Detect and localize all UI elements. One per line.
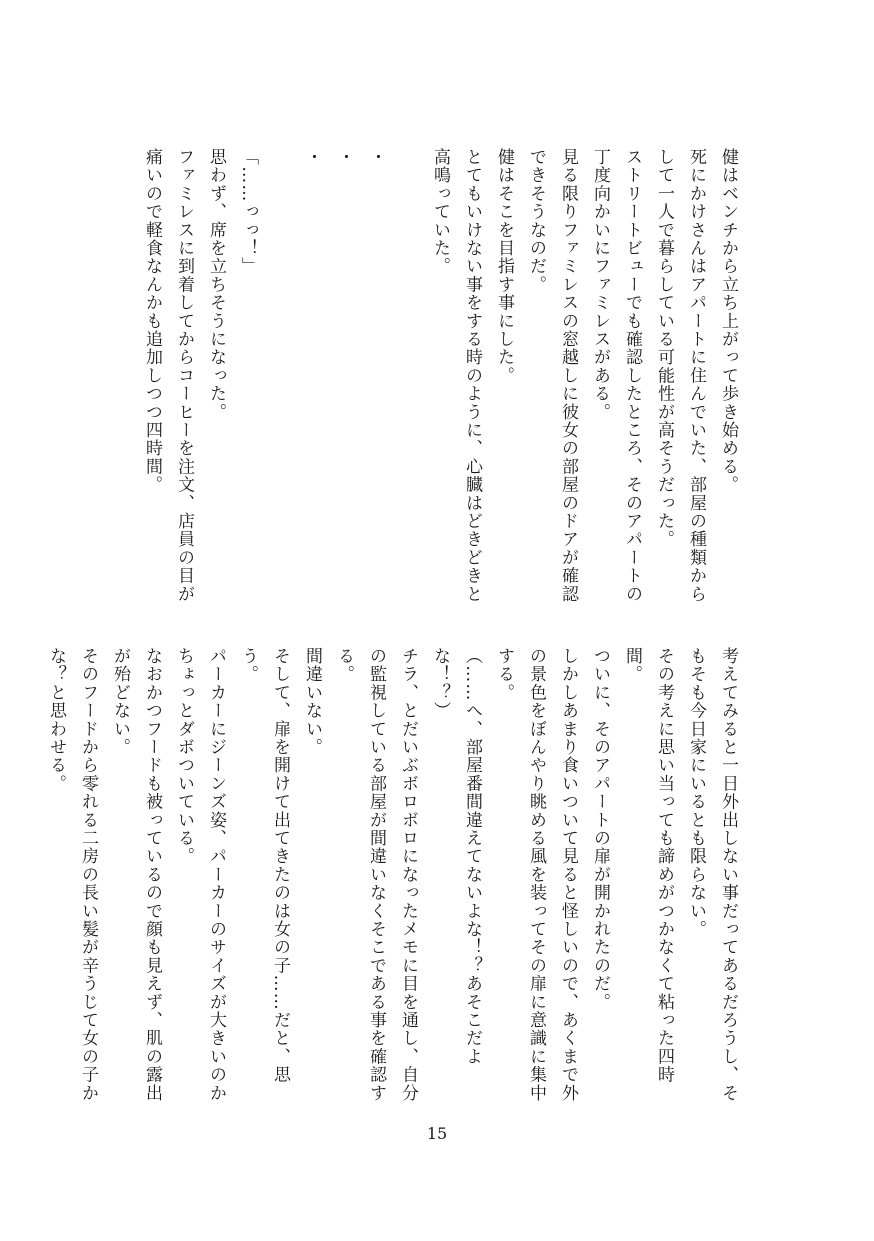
text-line: ちょっとダボついている。 — [174, 647, 194, 866]
text-line: の監視している部屋が間違いなくそこである事を確認す — [366, 647, 386, 1102]
text-line: して一人で暮らしている可能性が高そうだった。 — [654, 148, 674, 549]
text-line: できそうなのだ。 — [526, 148, 546, 294]
text-line: ついに、そのアパートの扉が開かれたのだ。 — [590, 647, 610, 1011]
text-line: な！？） — [430, 647, 450, 720]
text-line: 考えてみると一日外出しない事だってあるだろうし、そ — [718, 647, 738, 1102]
text-block-top — [136, 148, 744, 603]
text-line: そして、扉を開けて出てきたのは女の子……だと、思 — [270, 647, 290, 1084]
text-line: （……へ、部屋番間違えてないよな！？あそこだよ — [462, 647, 482, 1066]
text-line: 間違いない。 — [302, 647, 322, 757]
text-line: ・ — [302, 148, 322, 167]
text-line: う。 — [238, 647, 258, 684]
text-line: 痛いので軽食なんかも追加しつつ四時間。 — [142, 148, 162, 494]
text-line: 見る限りファミレスの窓越しに彼女の部屋のドアが確認 — [558, 148, 578, 603]
text-line — [264, 148, 296, 593]
text-line: ・ — [334, 148, 354, 167]
text-line: 高鳴っていた。 — [430, 148, 450, 276]
text-line: る。 — [334, 647, 354, 684]
text-line: ・ — [366, 148, 386, 167]
text-line: する。 — [494, 647, 514, 702]
text-line: 間。 — [622, 647, 642, 684]
text-line: その考えに思い当っても諦めがつかなくて粘った四時 — [654, 647, 674, 1084]
text-line: が殆どない。 — [110, 647, 130, 757]
text-line: とてもいけない事をする時のように、心臓はどきどきと — [462, 148, 482, 603]
text-line: ファミレスに到着してからコーヒーを注文、店員の目が — [174, 148, 194, 603]
text-line: 「……っっ！」 — [238, 148, 258, 276]
text-line: 健はそこを目指す事にした。 — [494, 148, 514, 385]
text-line: 健はベンチから立ち上がって歩き始める。 — [718, 148, 738, 494]
page-number: 15 — [426, 1124, 448, 1143]
text-line: の景色をぼんやり眺める風を装ってその扉に意識に集中 — [526, 647, 546, 1102]
text-block-bottom — [40, 647, 744, 1102]
text-line: な？と思わせる。 — [46, 647, 66, 793]
text-line: なおかつフードも被っているので顔も見えず、肌の露出 — [142, 647, 162, 1102]
text-line — [392, 148, 424, 593]
text-line: 死にかけさんはアパートに住んでいた、部屋の種類から — [686, 148, 706, 603]
text-line: 思わず、席を立ちそうになった。 — [206, 148, 226, 421]
text-line: 丁度向かいにファミレスがある。 — [590, 148, 610, 421]
text-line: パーカーにジーンズ姿、パーカーのサイズが大きいのか — [206, 647, 226, 1102]
text-line: チラ、とだいぶボロボロになったメモに目を通し、自分 — [398, 647, 418, 1102]
text-line: ストリートビューでも確認したところ、そのアパートの — [622, 148, 642, 603]
text-line: しかしあまり食いついて見ると怪しいので、あくまで外 — [558, 647, 578, 1102]
text-line: もそも今日家にいるとも限らない。 — [686, 647, 706, 939]
text-line: そのフードから零れる二房の長い髪が辛うじて女の子か — [78, 647, 98, 1102]
